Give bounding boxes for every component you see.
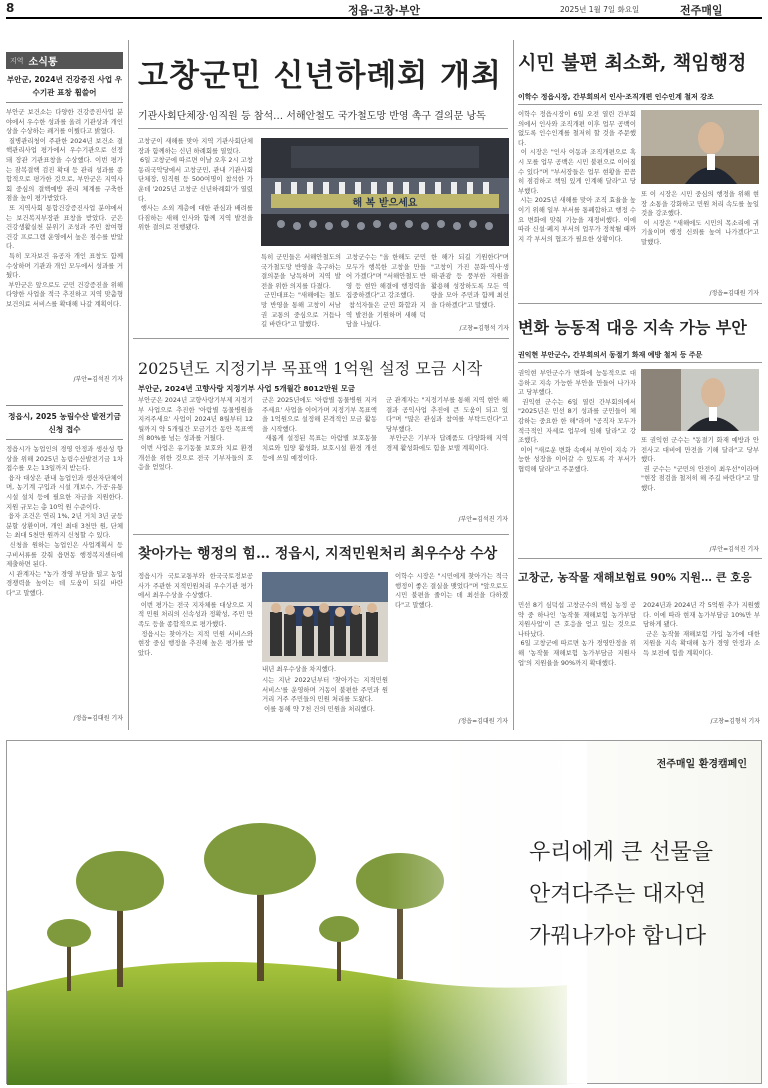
change-headline: 변화 능동적 대응 지속 가능 부안: [518, 318, 747, 337]
lead-body-col3: 고창군수는 "올 한해도 군민 모두가 행복한 고창을 만들어 가겠다"며 "서해안철도 반영 등 현안 해결에 행정력을 집중하겠다"고 강조했다. 참석자들은 군민 화합과 지역 발전을 기원하며 새해 덕담을 나눴다.: [346, 253, 426, 329]
page-number: 8: [6, 1, 15, 15]
award-photo-caption: 내년 최우수상을 차지했다.: [262, 665, 337, 673]
insurance-byline: /고창=김형석 기자: [710, 718, 760, 725]
brief-body-2: 정읍시가 농업인의 경영 안정과 생산성 향상을 위해 2025년 농림수산발전기금 1차 접수를 오는 13일까지 받는다. 융자 대상은 관내 농업인과 생산자단체이며, 농기계 구입과 시설 개보수, 가공·유통 시설 설치 등에 필요한 자금을 지원한다. 지원 규모는 총 10억 원 수준이다. 융자 조건은 연리 1%, 2년 거치 3년 균등분할 상환이며, 개인 최대 3천만 원, 단체는 최대 5천만 원까지 신청할 수 있다. 신청을 원하는 농업인은 사업계획서 등 구비서류를 갖춰 읍면동 행정복지센터에 제출하면 된다. 시 관계자는 "농가 경영 부담을 덜고 농업 경쟁력을 높이는 데 도움이 되길 바란다"고 말했다.: [6, 445, 123, 597]
topright-subhead: 이학수 정읍시장, 간부회의서 인사·조직개편 인수인계 철저 강조: [518, 93, 714, 101]
environment-campaign-ad: [6, 740, 762, 1084]
change-subhead-rule: [518, 362, 762, 363]
topright-body-col1: 이학수 정읍시장이 6일 오전 열린 간부회의에서 인사와 조직개편 이후 업무 공백이 없도록 인수인계를 철저히 할 것을 주문했다. 이 시장은 "인사 이동과 조직개편으로 혹시 모를 업무 공백은 시민 불편으로 이어질 수 있다"며 "부서장들은 업무 현황을 꼼꼼히 점검하고 책임 있게 인계해 달라"고 당부했다. 시는 2025년 새해를 맞아 조직 효율을 높이기 위해 일부 부서를 통폐합하고 행정 수요 변화에 맞춰 기능을 재정비했다. 이에 따라 신설·폐지 부서의 업무가 정착될 때까지 각 부서의 협조가 필요한 상황이다.: [518, 110, 636, 243]
lead-body-col2: 특히 군민들은 서해안철도의 국가철도망 반영을 촉구하는 결의문을 낭독하며 지역 발전을 위한 의지를 다졌다. 군민대표는 "새해에는 철도망 반영을 통해 고창이 서남권 교통의 중심으로 거듭나길 바란다"고 말했다.: [261, 253, 341, 329]
admin-body-col2: 시는 지난 2022년부터 '찾아가는 지적민원 서비스'를 운영하며 거동이 불편한 주민과 원거리 거주 주민들의 민원 처리를 도왔다. 이를 통해 약 7천 건의 민원을 처리했다.: [262, 676, 388, 713]
column-label: 지역: [10, 56, 24, 65]
hall-photo-illustration: [261, 138, 509, 246]
donation-headline: 2025년도 지정기부 목표액 1억원 설정 모금 시작: [138, 359, 483, 378]
insurance-top-rule: [518, 558, 762, 559]
change-byline: /부안=김석진 기자: [709, 546, 759, 553]
center-divider: [513, 40, 514, 730]
lead-body-col1: 고창군이 새해를 맞아 지역 기관사회단체장과 함께하는 신년 하례회를 열었다. 6일 고창군에 따르면 이날 오후 2시 고창 동리국악당에서 고창군민, 관내 기관사회단체장, 임직원 등 500여명이 참석한 가운데 '2025년 고창군 신년하례회'가 열렸다. 행사는 소외 계층에 대한 관심과 배려를 다짐하는 새해 인사와 함께 지역 발전을 위한 결의로 진행됐다.: [138, 137, 253, 232]
insurance-headline: 고창군, 농작물 재해보험료 90% 지원… 큰 호응: [518, 571, 752, 584]
left-news-column: [6, 52, 123, 732]
admin-byline: /정읍=김대원 기자: [458, 718, 508, 725]
admin-body-col3: 이학수 시장은 "시민에게 찾아가는 적극 행정이 좋은 결실을 맺었다"며 "앞으로도 시민 불편을 줄이는 데 최선을 다하겠다"고 말했다.: [395, 572, 511, 609]
insurance-body-col1: 민선 8기 심덕섭 고창군수의 핵심 농정 공약 중 하나인 '농작물 재해보험 농가부담 지원사업'이 큰 호응을 얻고 있는 것으로 나타났다. 6일 고창군에 따르면 농가 경영안정을 위해 '농작물 재해보험 농가부담금 지원사업'의 지원율을 90%까지 확대했다.: [518, 601, 636, 667]
brief-body-1: 부안군 보건소는 다양한 건강증진사업 분야에서 우수한 성과를 올려 기관상과 개인상을 수상하는 쾌거를 이뤘다고 밝혔다. 질병관리청이 주관한 2024년 보건소 결핵관리사업 평가에서 우수기관으로 선정돼 장관 기관표창을 수상했다. 이번 평가는 잠복결핵 검진 확대 등 관리 성과를 종합적으로 평가한 것으로, 부안군은 지역사회 중심의 결핵예방 관리 체계를 구축한 점을 높이 평가받았다. 또 지역사회 통합건강증진사업 분야에서는 보건복지부장관 표창을 받았다. 군은 건강생활실천 분위기 조성과 주민 참여형 건강 프로그램 운영에서 높은 점수를 받았다. 특히 모자보건 유공자 개인 표창도 함께 수상하며 기관과 개인 모두에서 성과를 거뒀다. 부안군은 앞으로도 군민 건강증진을 위해 다양한 사업을 적극 추진하고 지역 맞춤형 보건의료 서비스를 확대해 나갈 계획이다.: [6, 108, 123, 308]
change-body-col1: 권익현 부안군수가 변화에 능동적으로 대응하고 지속 가능한 부안을 만들어 나가자고 당부했다. 권익현 군수는 6일 열린 간부회의에서 "2025년은 민선 8기 성과를 군민들이 체감하는 중요한 한 해"라며 "공직자 모두가 적극적인 자세로 업무에 임해 달라"고 강조했다. 이어 "새로운 변화 속에서 부안이 지속 가능한 성장을 이어갈 수 있도록 각 부서가 협력해 달라"고 주문했다.: [518, 369, 636, 473]
donation-body-col1: 부안군은 2024년 고향사랑기부제 지정기부 사업으로 추진한 '아람별 동물병원을 지켜주세요' 사업이 2024년 8월부터 12월까지 약 5개월간 모금기간 동안 목표액의 80%를 넘는 성과를 거뒀다. 이번 사업은 유기동물 보호와 치료 환경 개선을 위한 것으로 전국 기부자들의 호응을 얻었다.: [138, 396, 253, 472]
mayor-portrait-illustration: [641, 110, 759, 184]
admin-top-rule: [133, 534, 509, 535]
brief-byline-1: /부안=김석진 기자: [73, 376, 123, 383]
lead-photo-banner-text: 해 복 받으세요: [352, 198, 418, 209]
lead-subhead-rule: [138, 128, 508, 129]
award-photo: [262, 572, 388, 662]
insurance-body-col2: 2024년과 2024년 각 5억원 추가 지원했다. 이에 따라 현재 농가부담금 10%만 부담하게 됐다. 군은 농작물 재해보험 가입 농가에 대한 지원을 지속 확대해 농가 경영 안정과 소득 보전에 힘쓸 계획이다.: [643, 601, 760, 657]
donation-byline: /부안=김석진 기자: [458, 516, 508, 523]
section-title: 정읍·고창·부안: [347, 4, 421, 17]
paper-name: 전주매일: [680, 4, 723, 17]
left-column-divider: [128, 40, 129, 730]
brief-title-2: 정읍시, 2025 농림수산 발전기금 신청 접수: [6, 405, 123, 440]
donation-subhead: 부안군, 2024년 고향사랑 지정기부 사업 5개월간 8012만원 모금: [138, 384, 356, 393]
ad-label: 전주매일 환경캠페인: [656, 759, 747, 770]
lead-subhead: 기관사회단체장·임직원 등 참석… 서해안철도 국가철도망 반영 촉구 결의문 낭독: [138, 111, 486, 122]
mayor-photo: [641, 110, 759, 184]
ad-slogan-line-2: 안겨다주는 대자연: [529, 882, 707, 907]
lead-body-col4: 한 해가 되길 기원한다"며 "고창이 가진 문화·역사·생태·관광 등 풍부한 자원을 활용해 성장하도록 모든 역량을 모아 주민과 함께 최선을 다하겠다"고 말했다.: [431, 253, 512, 309]
topright-body-col2: 또 이 시장은 시민 중심의 행정을 위해 현장 소통을 강화하고 민원 처리 속도를 높일 것을 강조했다. 이 시장은 "새해에도 시민의 목소리에 귀 기울이며 행정 신뢰를 높여 나가겠다"고 말했다.: [641, 190, 759, 246]
topright-byline: /정읍=김대원 기자: [709, 290, 759, 297]
brief-byline-2: /정읍=김대원 기자: [73, 715, 123, 722]
topright-subhead-rule: [518, 104, 762, 105]
nature-landscape-illustration: [7, 741, 763, 1085]
donation-body-col3: 군 관계자는 "지정기부를 통해 지역 현안 해결과 공익사업 추진에 큰 도움이 되고 있다"며 "많은 관심과 참여를 부탁드린다"고 당부했다. 부안군은 기부자 답례품도 다양화해 지역 경제 활성화에도 힘을 보탤 계획이다.: [386, 396, 508, 452]
issue-date: 2025년 1월 7일 화요일: [560, 5, 640, 14]
county-head-portrait-illustration: [641, 369, 759, 431]
ad-slogan-line-1: 우리에게 큰 선물을: [529, 840, 714, 865]
ad-slogan-line-3: 가꿔나가야 합니다: [529, 924, 707, 949]
change-body-col2: 또 권익현 군수는 "동절기 화재 예방과 안전사고 대비에 만전을 기해 달라"고 당부했다. 권 군수는 "군민의 안전이 최우선"이라며 "현장 점검을 철저히 해 주길 바란다"고 말했다.: [641, 436, 759, 492]
admin-body-col1: 정읍시가 국토교통부와 한국국토정보공사가 주관한 지적민원처리 우수기관 평가에서 최우수상을 수상했다. 이번 평가는 전국 지자체를 대상으로 지적 민원 처리의 신속성과 정확성, 주민 만족도 등을 종합적으로 평가했다. 정읍시는 찾아가는 지적 민원 서비스와 현장 중심 행정을 추진해 높은 평가를 받았다.: [138, 572, 253, 657]
donation-body-col2: 군은 2025년에도 '아람별 동물병원 지켜주세요' 사업을 이어가며 지정기부 목표액을 1억원으로 설정해 본격적인 모금 활동을 시작했다. 새롭게 설정된 목표는 아람별 보호동물 치료와 입양 활성화, 보호시설 환경 개선 등에 쓰일 예정이다.: [262, 396, 377, 462]
admin-headline: 찾아가는 행정의 힘… 정읍시, 지적민원처리 최우수상 수상: [138, 546, 498, 562]
topright-headline: 시민 불편 최소화, 책임행정: [518, 52, 747, 74]
change-subhead: 권익현 부안군수, 간부회의서 동절기 화재 예방 철저 등 주문: [518, 351, 703, 359]
award-ceremony-illustration: [262, 572, 388, 662]
lead-photo: [261, 138, 509, 246]
donation-top-rule: [133, 338, 509, 339]
change-top-rule: [518, 303, 762, 304]
column-header: [6, 52, 123, 69]
lead-headline: 고창군민 신년하례회 개최: [138, 58, 502, 94]
county-head-photo: [641, 369, 759, 431]
column-title: 소식통: [28, 57, 58, 68]
header-rule: [6, 17, 762, 19]
lead-byline: /고창=김형석 기자: [459, 325, 509, 332]
brief-title-1: 부안군, 2024년 건강증진 사업 우수기관 표창 휩쓸어: [6, 69, 123, 103]
